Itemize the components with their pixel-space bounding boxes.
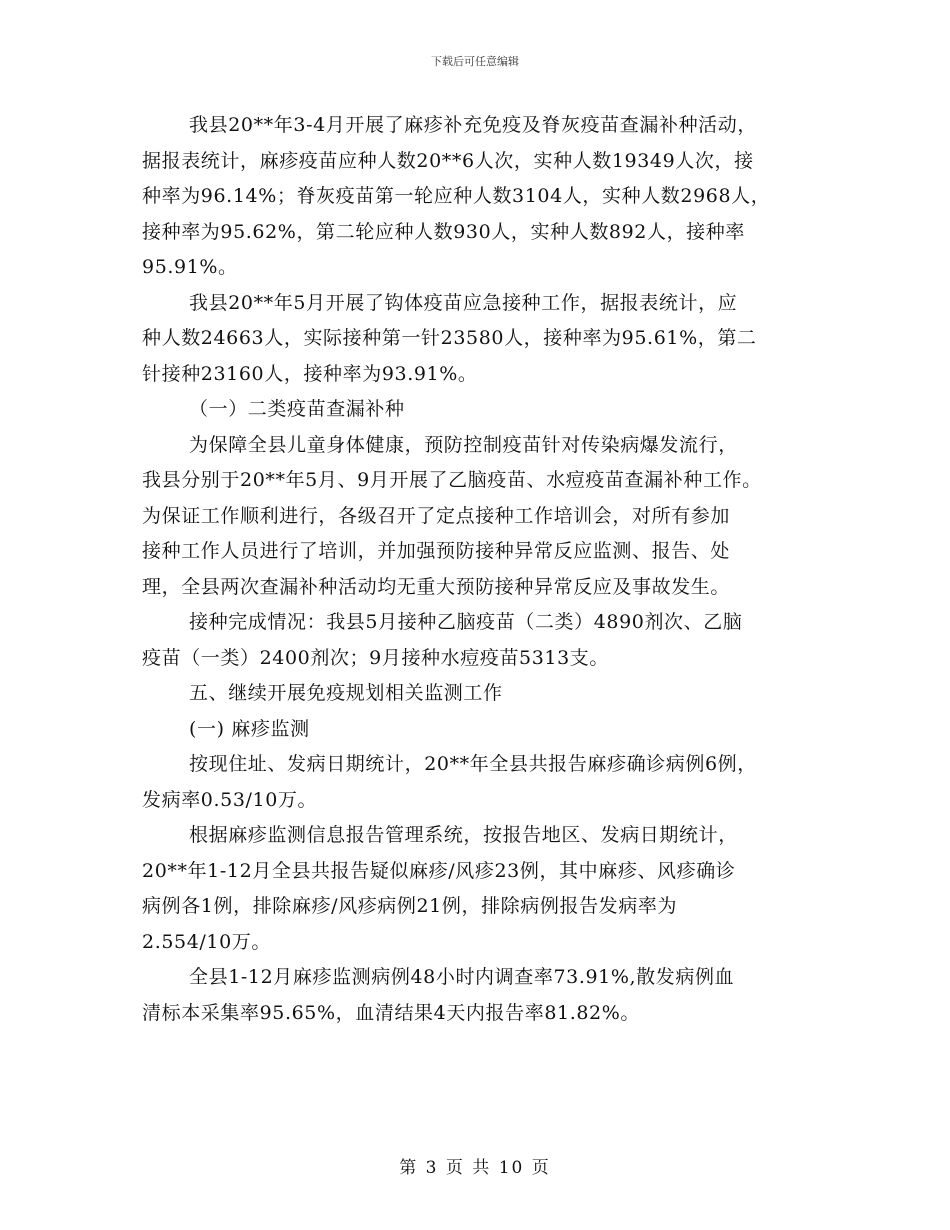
text-line: 接种工作人员进行了培训，并加强预防接种异常反应监测、报告、处 (142, 540, 731, 562)
text-line: 清标本采集率95.65%，血清结果4天内报告率81.82%。 (142, 1001, 640, 1024)
text-line: 我县20**年5月开展了钩体疫苗应急接种工作，据报表统计，应 (189, 291, 738, 314)
document-body (142, 108, 822, 1031)
text-line: （一）二类疫苗查漏补种 (189, 398, 405, 420)
text-line: 疫苗（一类）2400剂次；9月接种水痘疫苗5313支。 (142, 646, 609, 669)
text-line: 2.554/10万。 (142, 930, 271, 953)
text-line: 我县20**年3-4月开展了麻疹补充免疫及脊灰疫苗查漏补种活动， (189, 114, 757, 136)
text-line: 为保证工作顺利进行，各级召开了定点接种工作培训会，对所有参加 (142, 504, 731, 527)
text-line: 20**年1-12月全县共报告疑似麻疹/风疹23例，其中麻疹、风疹确诊 (142, 859, 736, 882)
text-line: 为保障全县儿童身体健康，预防控制疫苗针对传染病爆发流行， (189, 433, 738, 456)
text-line: 接种完成情况：我县5月接种乙脑疫苗（二类）4890剂次、乙脑 (189, 611, 743, 633)
text-line: 接种率为95.62%，第二轮应种人数930人，实种人数892人，接种率 (142, 220, 745, 243)
text-line: 种人数24663人，实际接种第一针23580人，接种率为95.61%，第二 (142, 327, 757, 349)
text-line: (一) 麻疹监测 (189, 717, 310, 740)
page-number-footer: 第 3 页 共 10 页 (399, 1158, 551, 1178)
text-line: 发病率0.53/10万。 (142, 788, 318, 811)
text-line: 根据麻疹监测信息报告管理系统，按报告地区、发病日期统计， (189, 824, 738, 846)
page-header-note: 下载后可任意编辑 (431, 55, 519, 68)
text-line: 我县分别于20**年5月、9月开展了乙脑疫苗、水痘疫苗查漏补种工作。 (142, 469, 762, 491)
text-line: 五、继续开展免疫规划相关监测工作 (189, 682, 503, 704)
text-line: 理，全县两次查漏补种活动均无重大预防接种异常反应及事故发生。 (142, 575, 731, 598)
text-line: 针接种23160人，接种率为93.91%。 (142, 362, 478, 385)
text-line: 按现住址、发病日期统计，20**年全县共报告麻疹确诊病例6例， (189, 753, 757, 775)
text-line: 病例各1例，排除麻疹/风疹病例21例，排除病例报告发病率为 (142, 895, 678, 917)
text-line: 95.91%。 (142, 256, 238, 278)
text-line: 种率为96.14%；脊灰疫苗第一轮应种人数3104人，实种人数2968人， (142, 185, 771, 207)
text-line: 据报表统计，麻疹疫苗应种人数20**6人次，实种人数19349人次，接 (142, 149, 754, 172)
text-line: 全县1-12月麻疹监测病例48小时内调查率73.91%,散发病例血 (189, 966, 735, 988)
